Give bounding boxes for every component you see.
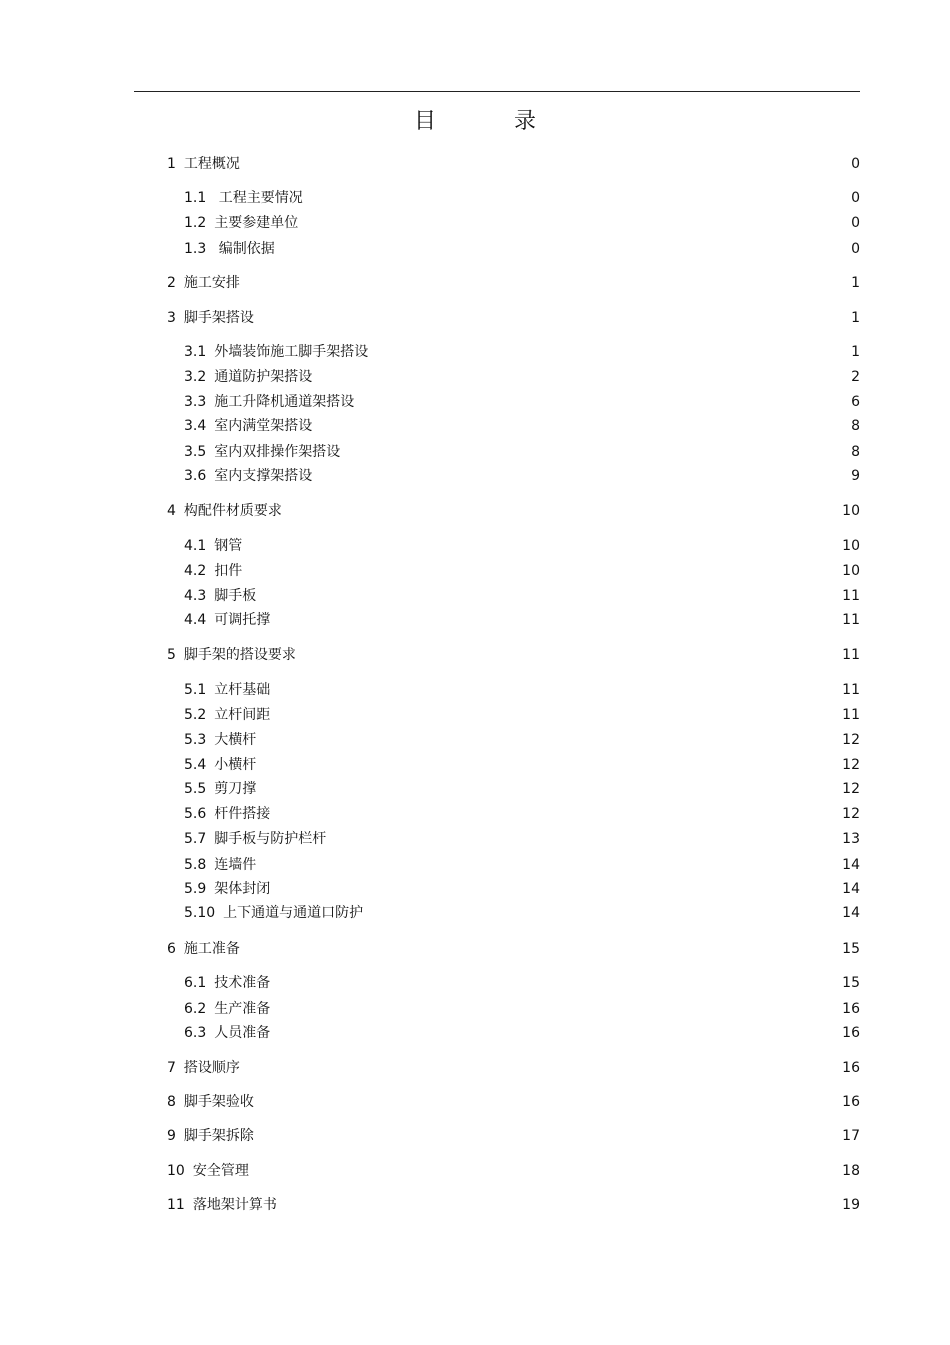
toc-entry-number: 6.1 xyxy=(184,975,207,991)
toc-entry[interactable] xyxy=(184,188,860,208)
toc-entry-label: 立杆基础 xyxy=(214,682,271,698)
toc-entry-label: 通道防护架搭设 xyxy=(214,369,313,385)
toc-entry-number: 3 xyxy=(167,310,176,326)
toc-entry-page: 11 xyxy=(842,707,860,723)
toc-entry-label: 剪刀撑 xyxy=(214,781,257,797)
toc-entry[interactable] xyxy=(184,730,860,750)
toc-entry-label: 扣件 xyxy=(214,563,243,579)
toc-entry-label: 室内双排操作架搭设 xyxy=(214,444,341,460)
toc-entry-page: 16 xyxy=(842,1060,860,1076)
toc-entry-label: 施工安排 xyxy=(183,275,240,291)
toc-entry-number: 4.1 xyxy=(184,538,207,554)
toc-entry-number: 10 xyxy=(167,1163,185,1179)
toc-entry-page: 19 xyxy=(842,1197,860,1213)
toc-entry-label: 大横杆 xyxy=(214,732,257,748)
toc-entry-number: 6.2 xyxy=(184,1001,207,1017)
toc-entry-number: 2 xyxy=(167,275,176,291)
toc-entry-label: 工程概况 xyxy=(183,156,240,172)
toc-entry-label: 可调托撑 xyxy=(214,612,271,628)
toc-entry-label: 施工升降机通道架搭设 xyxy=(214,394,355,410)
toc-entry-number: 4.2 xyxy=(184,563,207,579)
toc-entry-number: 6 xyxy=(167,941,176,957)
toc-entry-number: 6.3 xyxy=(184,1025,207,1041)
toc-entry-label: 脚手架拆除 xyxy=(183,1128,254,1144)
toc-entry[interactable] xyxy=(184,442,860,462)
toc-entry[interactable] xyxy=(184,367,860,387)
toc-entry[interactable] xyxy=(184,755,860,775)
toc-entry[interactable] xyxy=(184,239,860,259)
toc-entry-number: 11 xyxy=(167,1197,185,1213)
toc-entry-page: 0 xyxy=(851,156,860,172)
toc-entry-page: 11 xyxy=(842,682,860,698)
toc-entry-page: 2 xyxy=(851,369,860,385)
title-char-right: 录 xyxy=(514,109,537,134)
toc-entry[interactable] xyxy=(184,879,860,899)
toc-entry-number: 5.3 xyxy=(184,732,207,748)
toc-entry-number: 1 xyxy=(167,156,176,172)
toc-entry[interactable] xyxy=(184,392,860,412)
toc-entry-page: 14 xyxy=(842,881,860,897)
toc-entry-label: 脚手架验收 xyxy=(183,1094,254,1110)
toc-entry-label: 脚手板与防护栏杆 xyxy=(214,831,327,847)
toc-entry[interactable] xyxy=(167,1058,860,1078)
toc-entry-number: 5.4 xyxy=(184,757,207,773)
toc-entry[interactable] xyxy=(167,1126,860,1146)
toc-entry-number: 5.6 xyxy=(184,806,207,822)
title-char-left: 目 xyxy=(413,109,436,134)
toc-entry[interactable] xyxy=(184,536,860,556)
toc-entry-number: 4.4 xyxy=(184,612,207,628)
toc-entry-page: 10 xyxy=(842,563,860,579)
toc-entry-label: 立杆间距 xyxy=(214,707,271,723)
toc-entry-number: 1.2 xyxy=(184,215,207,231)
toc-entry-number: 4 xyxy=(167,503,176,519)
toc-entry[interactable] xyxy=(184,561,860,581)
toc-entry-label: 上下通道与通道口防护 xyxy=(223,905,364,921)
toc-entry-label: 架体封闭 xyxy=(214,881,271,897)
toc-entry[interactable] xyxy=(184,855,860,875)
toc-entry-page: 11 xyxy=(842,647,860,663)
toc-entry[interactable] xyxy=(184,213,860,233)
toc-entry-label: 工程主要情况 xyxy=(214,190,303,206)
toc-entry[interactable] xyxy=(167,1092,860,1112)
toc-entry-page: 15 xyxy=(842,941,860,957)
toc-entry-page: 16 xyxy=(842,1094,860,1110)
toc-entry-page: 11 xyxy=(842,588,860,604)
toc-entry-number: 9 xyxy=(167,1128,176,1144)
toc-entry-number: 1.3 xyxy=(184,241,207,257)
toc-entry-number: 5.2 xyxy=(184,707,207,723)
toc-entry-label: 杆件搭接 xyxy=(214,806,271,822)
toc-entry-label: 构配件材质要求 xyxy=(183,503,282,519)
toc-entry-number: 8 xyxy=(167,1094,176,1110)
toc-entry-label: 脚手板 xyxy=(214,588,257,604)
toc-entry-number: 4.3 xyxy=(184,588,207,604)
toc-entry[interactable] xyxy=(167,1161,860,1181)
toc-entry[interactable] xyxy=(184,416,860,436)
toc-entry-label: 脚手架搭设 xyxy=(183,310,254,326)
toc-entry[interactable] xyxy=(184,586,860,606)
toc-entry[interactable] xyxy=(167,308,860,328)
toc-entry-number: 3.1 xyxy=(184,344,207,360)
toc-entry[interactable] xyxy=(184,804,860,824)
toc-entry-page: 8 xyxy=(851,418,860,434)
toc-entry-label: 生产准备 xyxy=(214,1001,271,1017)
toc-entry-page: 0 xyxy=(851,241,860,257)
toc-entry-label: 室内满堂架搭设 xyxy=(214,418,313,434)
toc-entry-label: 小横杆 xyxy=(214,757,257,773)
toc-entry-page: 1 xyxy=(851,310,860,326)
toc-entry-page: 1 xyxy=(851,344,860,360)
toc-entry-label: 外墙装饰施工脚手架搭设 xyxy=(214,344,369,360)
toc-entry[interactable] xyxy=(184,973,860,993)
toc-entry[interactable] xyxy=(167,939,860,959)
toc-entry-number: 5.1 xyxy=(184,682,207,698)
toc-entry-label: 搭设顺序 xyxy=(183,1060,240,1076)
toc-entry[interactable] xyxy=(184,1023,860,1043)
toc-entry-label: 连墙件 xyxy=(214,857,257,873)
toc-entry-number: 1.1 xyxy=(184,190,207,206)
toc-entry-number: 5.9 xyxy=(184,881,207,897)
toc-entry-page: 16 xyxy=(842,1001,860,1017)
toc-entry-page: 14 xyxy=(842,857,860,873)
toc-entry[interactable] xyxy=(184,903,860,923)
toc-entry-number: 3.5 xyxy=(184,444,207,460)
toc-entry[interactable] xyxy=(184,829,860,849)
toc-entry-page: 9 xyxy=(851,468,860,484)
toc-entry-page: 0 xyxy=(851,215,860,231)
toc-entry[interactable] xyxy=(184,466,860,486)
toc-entry-page: 12 xyxy=(842,757,860,773)
toc-entry-page: 11 xyxy=(842,612,860,628)
toc-entry-label: 技术准备 xyxy=(214,975,271,991)
toc-entry[interactable] xyxy=(184,610,860,630)
toc-entry-page: 14 xyxy=(842,905,860,921)
toc-entry[interactable] xyxy=(167,154,860,174)
toc-entry-page: 12 xyxy=(842,806,860,822)
toc-entry-page: 8 xyxy=(851,444,860,460)
toc-entry-page: 18 xyxy=(842,1163,860,1179)
toc-entry-page: 15 xyxy=(842,975,860,991)
toc-entry-number: 3.3 xyxy=(184,394,207,410)
toc-entry-page: 16 xyxy=(842,1025,860,1041)
toc-entry[interactable] xyxy=(184,342,860,362)
toc-entry-number: 7 xyxy=(167,1060,176,1076)
toc-entry[interactable] xyxy=(167,1195,860,1215)
toc-entry-number: 5 xyxy=(167,647,176,663)
toc-entry-page: 17 xyxy=(842,1128,860,1144)
toc-entry-page: 13 xyxy=(842,831,860,847)
toc-entry-label: 室内支撑架搭设 xyxy=(214,468,313,484)
toc-entry[interactable] xyxy=(167,501,860,521)
toc-entry-number: 3.4 xyxy=(184,418,207,434)
toc-entry-page: 0 xyxy=(851,190,860,206)
toc-entry-label: 脚手架的搭设要求 xyxy=(183,647,296,663)
toc-entry-number: 5.10 xyxy=(184,905,216,921)
toc-entry-label: 人员准备 xyxy=(214,1025,271,1041)
toc-entry[interactable] xyxy=(184,999,860,1019)
toc-entry[interactable] xyxy=(184,680,860,700)
toc-entry-page: 12 xyxy=(842,781,860,797)
toc-entry-label: 施工准备 xyxy=(183,941,240,957)
toc-entry[interactable] xyxy=(184,705,860,725)
toc-entry-label: 编制依据 xyxy=(214,241,275,257)
toc-entry[interactable] xyxy=(167,645,860,665)
toc-entry[interactable] xyxy=(184,779,860,799)
toc-entry-page: 10 xyxy=(842,503,860,519)
toc-entry-number: 5.7 xyxy=(184,831,207,847)
toc-entry-label: 落地架计算书 xyxy=(192,1197,277,1213)
toc-entry-label: 主要参建单位 xyxy=(214,215,299,231)
toc-entry-page: 12 xyxy=(842,732,860,748)
toc-entry-label: 安全管理 xyxy=(192,1163,249,1179)
toc-entry-number: 3.2 xyxy=(184,369,207,385)
toc-entry-number: 3.6 xyxy=(184,468,207,484)
header-rule xyxy=(134,91,860,92)
toc-entry-page: 1 xyxy=(851,275,860,291)
toc-entry[interactable] xyxy=(167,273,860,293)
toc-entry-label: 钢管 xyxy=(214,538,243,554)
toc-entry-number: 5.5 xyxy=(184,781,207,797)
toc-entry-page: 10 xyxy=(842,538,860,554)
page-title xyxy=(0,104,950,135)
toc-entry-number: 5.8 xyxy=(184,857,207,873)
toc-entry-page: 6 xyxy=(851,394,860,410)
